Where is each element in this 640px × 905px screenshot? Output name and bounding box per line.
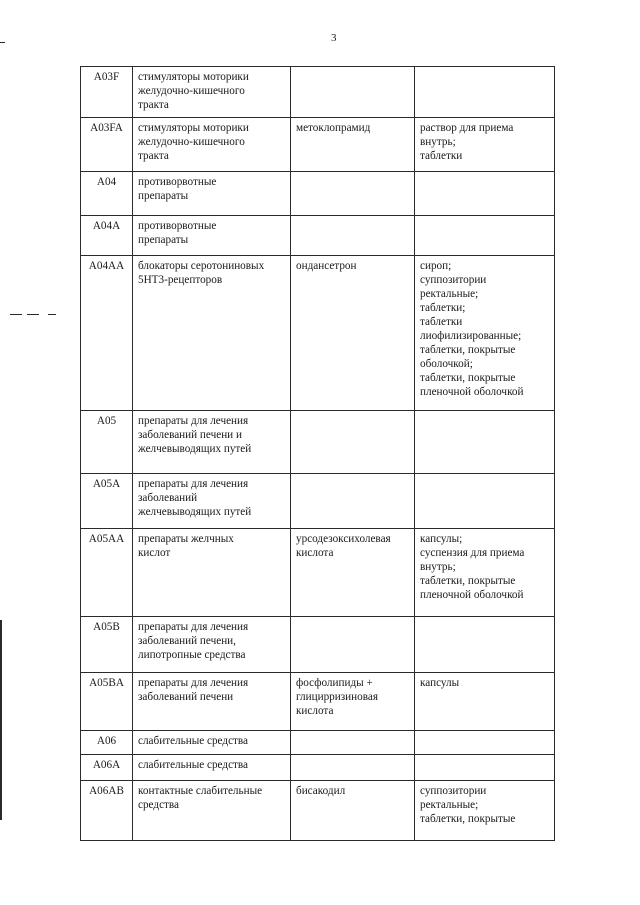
table-row — [81, 731, 555, 755]
atc-code: A05 — [81, 411, 133, 474]
drug-classification-table — [80, 66, 555, 841]
atc-code: A03FA — [81, 118, 133, 172]
pharmacological-group: противорвотные препараты — [133, 172, 291, 216]
dosage-form — [415, 755, 555, 781]
dosage-form — [415, 617, 555, 673]
pharmacological-group: препараты для лечения заболеваний печени, липотропные средства — [133, 617, 291, 673]
drug-name — [291, 617, 415, 673]
pharmacological-group: слабительные средства — [133, 731, 291, 755]
table-row — [81, 118, 555, 172]
atc-code: A04AA — [81, 256, 133, 411]
pharmacological-group: контактные слабительные средства — [133, 781, 291, 841]
drug-name: урсодезоксихолевая кислота — [291, 529, 415, 617]
pharmacological-group: стимуляторы моторики желудочно-кишечного тракта — [133, 67, 291, 118]
atc-code: A05BA — [81, 673, 133, 731]
dosage-form — [415, 172, 555, 216]
table-row — [81, 67, 555, 118]
atc-code: A06AB — [81, 781, 133, 841]
pharmacological-group: препараты для лечения заболеваний желчевыводящих путей — [133, 474, 291, 529]
dosage-form: капсулы; суспензия для приема внутрь; таблетки, покрытые пленочной оболочкой — [415, 529, 555, 617]
drug-name — [291, 172, 415, 216]
drug-name — [291, 411, 415, 474]
table-row — [81, 172, 555, 216]
drug-name: метоклопрамид — [291, 118, 415, 172]
pharmacological-group: препараты желчных кислот — [133, 529, 291, 617]
atc-code: A03F — [81, 67, 133, 118]
scan-edge-mark — [48, 314, 56, 315]
scan-edge-mark — [10, 314, 22, 315]
table-row — [81, 411, 555, 474]
drug-name — [291, 216, 415, 256]
table-row — [81, 617, 555, 673]
pharmacological-group: стимуляторы моторики желудочно-кишечного тракта — [133, 118, 291, 172]
table-row — [81, 673, 555, 731]
table-row — [81, 529, 555, 617]
dosage-form — [415, 474, 555, 529]
dosage-form: сироп; суппозитории ректальные; таблетки; таблетки лиофилизированные; таблетки, покрытые оболочкой; таблетки, покрытые пленочной оболочкой — [415, 256, 555, 411]
atc-code: A06A — [81, 755, 133, 781]
atc-code: A05A — [81, 474, 133, 529]
drug-name: фосфолипиды + глицирризиновая кислота — [291, 673, 415, 731]
pharmacological-group: слабительные средства — [133, 755, 291, 781]
scan-edge-mark — [0, 620, 2, 820]
pharmacological-group: противорвотные препараты — [133, 216, 291, 256]
pharmacological-group: препараты для лечения заболеваний печени — [133, 673, 291, 731]
atc-code: A05AA — [81, 529, 133, 617]
page-number: 3 — [331, 32, 337, 44]
table-row — [81, 256, 555, 411]
pharmacological-group: блокаторы серотониновых 5HT3-рецепторов — [133, 256, 291, 411]
drug-name — [291, 474, 415, 529]
pharmacological-group: препараты для лечения заболеваний печени и желчевыводящих путей — [133, 411, 291, 474]
dosage-form — [415, 411, 555, 474]
drug-name — [291, 67, 415, 118]
drug-name: ондансетрон — [291, 256, 415, 411]
atc-code: A05B — [81, 617, 133, 673]
dosage-form: раствор для приема внутрь; таблетки — [415, 118, 555, 172]
scan-edge-mark — [27, 314, 39, 315]
dosage-form: капсулы — [415, 673, 555, 731]
dosage-form — [415, 216, 555, 256]
dosage-form — [415, 731, 555, 755]
atc-code: A04A — [81, 216, 133, 256]
scan-edge-mark — [0, 42, 5, 43]
atc-code: A04 — [81, 172, 133, 216]
table-row — [81, 781, 555, 841]
drug-name — [291, 755, 415, 781]
dosage-form: суппозитории ректальные; таблетки, покрытые — [415, 781, 555, 841]
atc-code: A06 — [81, 731, 133, 755]
table-row — [81, 474, 555, 529]
dosage-form — [415, 67, 555, 118]
drug-name: бисакодил — [291, 781, 415, 841]
table-row — [81, 216, 555, 256]
drug-name — [291, 731, 415, 755]
table-row — [81, 755, 555, 781]
